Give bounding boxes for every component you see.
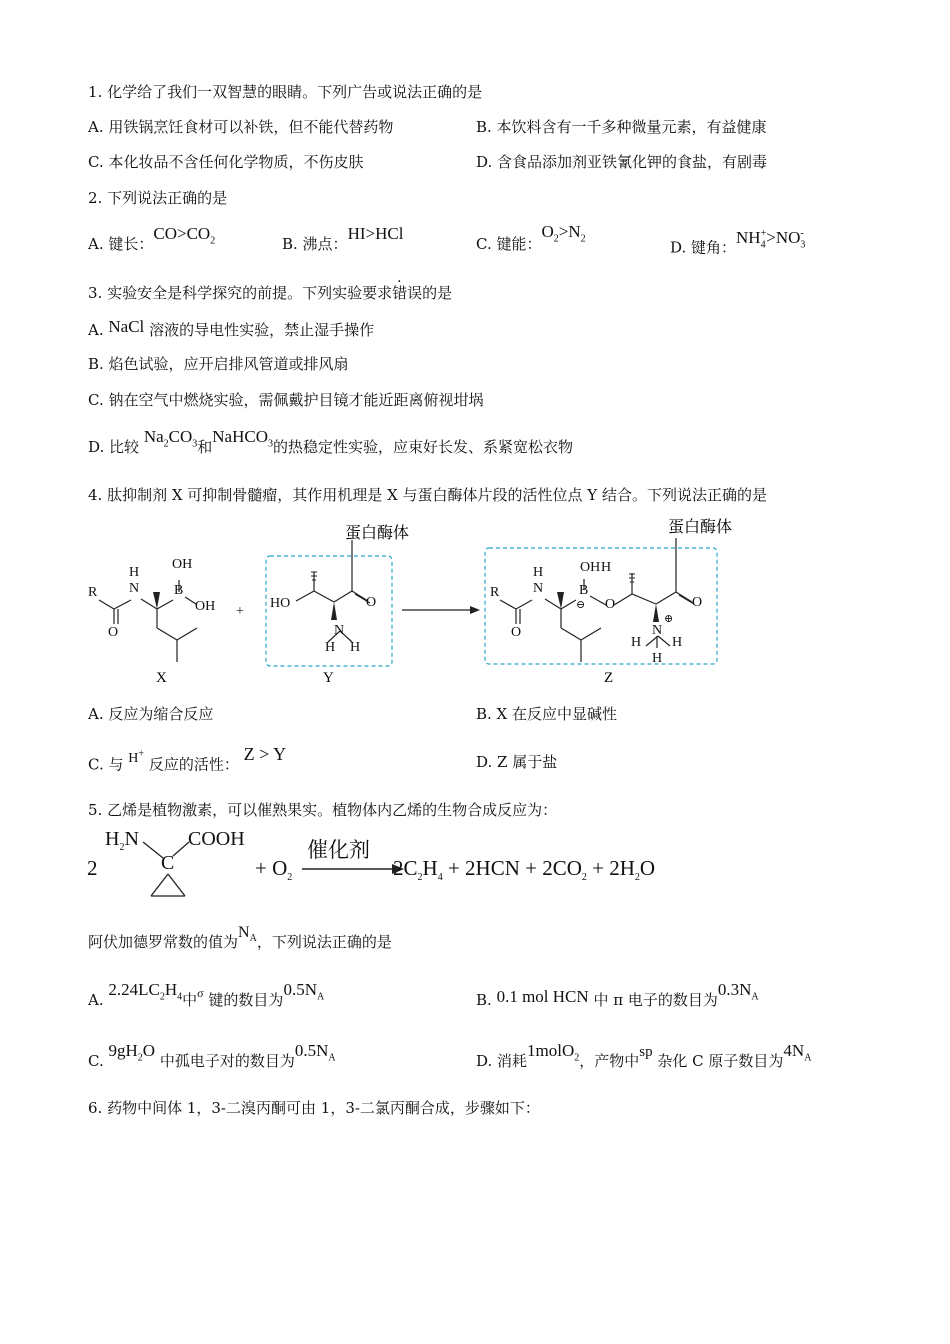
q2-b-label: B. 沸点： (282, 235, 348, 253)
q4-option-c: C. 与 H+ 反应的活性： Z > Y (88, 743, 287, 774)
q5-d-value: $4N_A$ (783, 1041, 812, 1064)
q5-b-value: $0.3N_A$ (717, 980, 759, 1003)
label-z: Z (604, 670, 614, 686)
svg-text:H: H (350, 640, 361, 655)
q2-c-formula: $O_2>N_2$ (541, 222, 586, 245)
eq-coefficient: 2 (87, 856, 98, 880)
q1-option-a: A. 用铁锅烹饪食材可以补铁，但不能代替药物 (88, 118, 394, 136)
label-x: X (156, 670, 167, 686)
q5-a-formula: $2.24LC_2H_4$ (108, 980, 183, 1003)
q5-na-symbol: $N_A$ (238, 924, 257, 945)
q6-stem: 6. 药物中间体 1，3-二溴丙酮可由 1，3-二氯丙酮合成，步骤如下： (88, 1099, 540, 1117)
z-protein-label: 蛋白酶体 (668, 519, 733, 536)
eq-catalyst: 催化剂 (307, 838, 370, 862)
svg-text:H: H (325, 640, 336, 655)
q5-option-b: B. 0.1 mol HCN 中 π 电子的数目为$0.3N_A$ (476, 980, 759, 1009)
q4-option-d: D. Z 属于盐 (476, 753, 558, 771)
q5-c-formula: $9gH_2O$ (108, 1041, 156, 1064)
q5-c-value: $0.5N_A$ (294, 1041, 336, 1064)
q5-option-a: A. $2.24LC_2H_4$中$^\sigma$ 键的数目为$0.5N_A$ (88, 980, 325, 1009)
eq-products: $2C_2H_4 + 2HCN + 2CO_2 + 2H_2O$ (393, 856, 656, 884)
q4-c-hplus: H+ (128, 748, 145, 766)
q4-stem: 4. 肽抑制剂 X 可抑制骨髓瘤，其作用机理是 X 与蛋白酶体片段的活性位点 Y 结合。下列说法正确的是 (88, 486, 767, 504)
q2-a-formula: $CO>CO_2$ (153, 224, 216, 247)
svg-text:OH: OH (172, 557, 193, 572)
q5-a-value: $0.5N_A$ (283, 980, 325, 1003)
svg-text:O: O (366, 595, 377, 610)
q2-option-d (670, 227, 806, 265)
q3-option-a: A. NaCl 溶液的导电性实验，禁止湿手操作 (88, 317, 375, 339)
eq-cooh: COOH (188, 828, 245, 850)
q5-equation (85, 826, 705, 906)
q2-b-formula: HI>HCl (347, 224, 404, 243)
q1-option-c: C. 本化妆品不含任何化学物质，不伤皮肤 (88, 153, 364, 171)
q4-option-a: A. 反应为缩合反应 (88, 705, 214, 723)
q5-option-d: D. 消耗1molO$_2$，产物中sp 杂化 C 原子数目为$4N_A$ (476, 1041, 812, 1070)
q2-option-a (88, 224, 216, 261)
q3-option-d: D. 比较 $Na_2CO_3$和NaHCO$_3$的热稳定性实验，应束好长发、系紧宽松衣物 (88, 427, 574, 456)
q2-c-label: C. 键能： (476, 235, 542, 253)
q4-reaction-scheme (0, 512, 950, 692)
q4-option-b: B. X 在反应中显碱性 (476, 705, 618, 723)
q3-a-formula: NaCl (108, 317, 145, 336)
svg-text:H: H (631, 635, 642, 650)
svg-text:HO: HO (270, 596, 291, 611)
svg-text:R: R (88, 585, 98, 600)
q2-option-c (476, 222, 586, 261)
svg-text:B: B (174, 583, 184, 598)
svg-text:O: O (108, 625, 119, 640)
svg-text:OH: OH (580, 560, 601, 575)
svg-text:R: R (490, 585, 500, 600)
svg-text:N: N (129, 581, 140, 596)
q2-d-formula: $NH_4^+>NO_3^-$ (736, 227, 806, 251)
eq-plus-o2: + $O_2$ (255, 856, 293, 884)
svg-text:O: O (692, 595, 703, 610)
svg-text:N: N (334, 623, 345, 638)
q3-option-c: C. 钠在空气中燃烧实验，需佩戴护目镜才能近距离俯视坩埚 (88, 391, 484, 409)
svg-text:H: H (672, 635, 683, 650)
q1-option-d: D. 含食品添加剂亚铁氰化钾的食盐，有剧毒 (476, 153, 768, 171)
q1-option-b: B. 本饮料含有一千多种微量元素，有益健康 (476, 118, 767, 136)
svg-text:H: H (652, 651, 663, 666)
q5-d-formula: 1molO$_2$ (527, 1041, 580, 1064)
q5-a-sigma: σ (197, 986, 204, 1000)
svg-text:O: O (511, 625, 522, 640)
svg-text:N: N (533, 581, 544, 596)
svg-text:+: + (236, 604, 244, 619)
eq-cyclopropane (85, 826, 245, 906)
q3-d-formula-1: $Na_2CO_3$ (143, 427, 198, 450)
svg-text:OH: OH (195, 599, 216, 614)
svg-text:B: B (579, 583, 589, 598)
q2-stem: 2. 下列说法正确的是 (88, 189, 228, 207)
svg-text:H: H (601, 560, 612, 575)
q3-emphasis-dots: 错误 (392, 284, 423, 302)
q3-option-b: B. 焰色试验，应开启排风管道或排风扇 (88, 355, 349, 373)
q3-d-formula-2: NaHCO$_3$ (212, 427, 273, 450)
label-y: Y (323, 670, 334, 686)
q5-b-formula: 0.1 mol HCN (496, 987, 589, 1006)
eq-carbon: C (161, 852, 175, 874)
q5-na-statement: 阿伏加德罗常数的值为$N_A$，下列说法正确的是 (88, 924, 392, 951)
q5-option-c: C. $9gH_2O$ 中孤电子对的数目为$0.5N_A$ (88, 1041, 336, 1070)
svg-text:⊖: ⊖ (576, 599, 586, 611)
q2-a-label: A. 键长： (88, 235, 154, 253)
q4-c-formula: Z > Y (243, 743, 287, 764)
q5-d-sp: sp (639, 1044, 653, 1060)
svg-text:H: H (129, 565, 140, 580)
q1-stem: 1. 化学给了我们一双智慧的眼睛。下列广告或说法正确的是 (88, 83, 483, 101)
svg-text:H: H (533, 565, 544, 580)
y-protein-label: 蛋白酶体 (345, 525, 410, 542)
svg-text:O: O (605, 597, 616, 612)
q5-stem: 5. 乙烯是植物激素，可以催熟果实。植物体内乙烯的生物合成反应为： (88, 801, 558, 819)
svg-text:N: N (652, 623, 663, 638)
q2-d-label: D. 键角： (670, 238, 737, 257)
q3-stem: 3. 实验安全是科学探究的前提。下列实验要求错误的是 (88, 284, 453, 302)
q2-option-b (282, 224, 404, 254)
eq-h2n: $H_2N$ (105, 828, 139, 853)
svg-text:⊕: ⊕ (664, 613, 674, 625)
